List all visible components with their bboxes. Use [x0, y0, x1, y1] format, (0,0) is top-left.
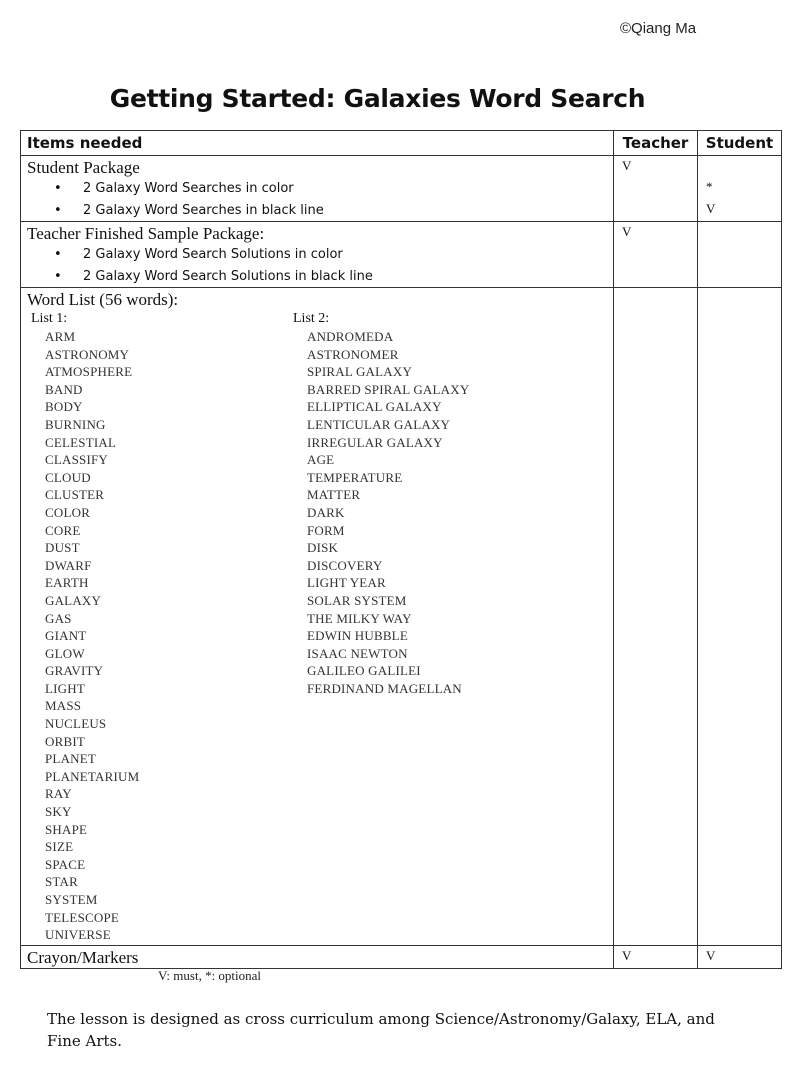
must-mark: V: [622, 158, 632, 173]
teacher-package-title: Teacher Finished Sample Package:: [27, 224, 265, 243]
word-item: GALILEO GALILEI: [307, 663, 421, 679]
crayon-student-mark: [698, 946, 782, 969]
word-item: DISK: [307, 540, 339, 556]
list-item: • 2 Galaxy Word Search Solutions in black line: [54, 266, 613, 288]
student-package-student-marks: [698, 156, 782, 222]
word-list-2: [293, 310, 555, 944]
word-list-teacher-mark: [614, 288, 698, 946]
word-item: DUST: [45, 540, 80, 556]
teacher-package-student-mark: [698, 222, 782, 288]
word-item: GIANT: [45, 628, 87, 644]
word-item: CLASSIFY: [45, 452, 109, 468]
table-header-row: [21, 131, 782, 156]
must-mark: V: [706, 201, 716, 216]
word-item: PLANET: [45, 751, 97, 767]
teacher-package-cell: [21, 222, 614, 288]
word-item: DWARF: [45, 557, 92, 573]
word-item: CLOUD: [45, 469, 91, 485]
word-item: ASTRONOMY: [45, 346, 130, 362]
word-item: PLANETARIUM: [45, 768, 140, 784]
word-item: GRAVITY: [45, 663, 104, 679]
must-mark: V: [622, 948, 632, 963]
word-item: GAS: [45, 610, 72, 626]
student-package-list: [21, 178, 613, 221]
list-1-label: List 1:: [31, 311, 68, 326]
word-item: ELLIPTICAL GALAXY: [307, 399, 442, 415]
teacher-package-teacher-mark: [614, 222, 698, 288]
word-item: LIGHT YEAR: [307, 575, 386, 591]
header-teacher: Teacher: [614, 131, 698, 156]
word-item: IRREGULAR GALAXY: [307, 434, 443, 450]
word-item: SKY: [45, 804, 72, 820]
word-item: UNIVERSE: [45, 927, 111, 943]
word-item: LENTICULAR GALAXY: [307, 416, 451, 432]
word-item: BODY: [45, 399, 83, 415]
crayon-title: Crayon/Markers: [27, 948, 139, 967]
word-item: AGE: [307, 452, 335, 468]
must-mark: V: [706, 948, 716, 963]
word-item: GLOW: [45, 645, 85, 661]
optional-mark: *: [706, 179, 713, 194]
row-word-list: [21, 288, 782, 946]
word-item: BURNING: [45, 416, 106, 432]
word-item: RAY: [45, 786, 72, 802]
word-item: ARM: [45, 329, 76, 344]
list-item: • 2 Galaxy Word Search Solutions in color: [54, 244, 613, 266]
word-item: FERDINAND MAGELLAN: [307, 680, 462, 696]
word-item: SHAPE: [45, 821, 88, 837]
legend: V: must, *: optional: [158, 968, 262, 983]
word-item: COLOR: [45, 504, 91, 520]
word-list-1: [31, 310, 293, 944]
word-item: CELESTIAL: [45, 434, 117, 450]
word-item: NUCLEUS: [45, 716, 107, 732]
word-list-title: Word List (56 words):: [27, 290, 179, 309]
student-package-teacher-mark: [614, 156, 698, 222]
word-item: DISCOVERY: [307, 557, 383, 573]
list-item: • 2 Galaxy Word Searches in black line: [54, 200, 613, 222]
header-student: Student: [698, 131, 782, 156]
word-item: ISAAC NEWTON: [307, 645, 408, 661]
word-item: DARK: [307, 504, 345, 520]
word-item: BAND: [45, 381, 83, 397]
row-crayon-markers: [21, 946, 782, 969]
word-item: SYSTEM: [45, 892, 98, 907]
word-item: BARRED SPIRAL GALAXY: [307, 381, 470, 397]
student-package-title: Student Package: [27, 158, 140, 177]
word-item: ORBIT: [45, 733, 85, 749]
page-title: Getting Started: Galaxies Word Search: [109, 84, 646, 113]
student-package-cell: [21, 156, 614, 222]
word-item: CLUSTER: [45, 487, 105, 503]
word-item: GALAXY: [45, 592, 102, 608]
word-item: CORE: [45, 522, 81, 538]
lesson-note: The lesson is designed as cross curriculum among Science/Astronomy/Galaxy, ELA, and Fine Arts.: [47, 1010, 715, 1050]
list-2-label: List 2:: [293, 311, 330, 326]
word-item: LIGHT: [45, 680, 85, 696]
word-item: TELESCOPE: [45, 909, 120, 925]
word-item: ASTRONOMER: [307, 346, 399, 362]
word-item: EDWIN HUBBLE: [307, 628, 408, 644]
word-item: SOLAR SYSTEM: [307, 592, 407, 608]
word-lists: [21, 310, 613, 944]
word-list-cell: [21, 288, 614, 946]
must-mark: V: [622, 224, 632, 239]
word-item: MATTER: [307, 487, 361, 503]
crayon-cell: [21, 946, 614, 969]
word-item: TEMPERATURE: [307, 469, 403, 485]
word-item: FORM: [307, 522, 345, 538]
word-item: EARTH: [45, 575, 89, 591]
word-item: SPIRAL GALAXY: [307, 364, 413, 380]
word-item: SIZE: [45, 839, 74, 855]
word-item: MASS: [45, 698, 82, 714]
word-item: THE MILKY WAY: [307, 610, 412, 626]
row-student-package: [21, 156, 782, 222]
word-item: SPACE: [45, 856, 86, 872]
crayon-teacher-mark: [614, 946, 698, 969]
teacher-package-list: [21, 244, 613, 287]
copyright: ©Qiang Ma: [620, 20, 697, 37]
word-item: ANDROMEDA: [307, 329, 394, 344]
word-list-student-mark: [698, 288, 782, 946]
row-teacher-package: [21, 222, 782, 288]
word-item: ATMOSPHERE: [45, 364, 133, 380]
header-items-needed: Items needed: [21, 131, 614, 156]
items-table: [20, 130, 782, 969]
word-item: STAR: [45, 874, 78, 890]
list-item: • 2 Galaxy Word Searches in color: [54, 178, 613, 200]
